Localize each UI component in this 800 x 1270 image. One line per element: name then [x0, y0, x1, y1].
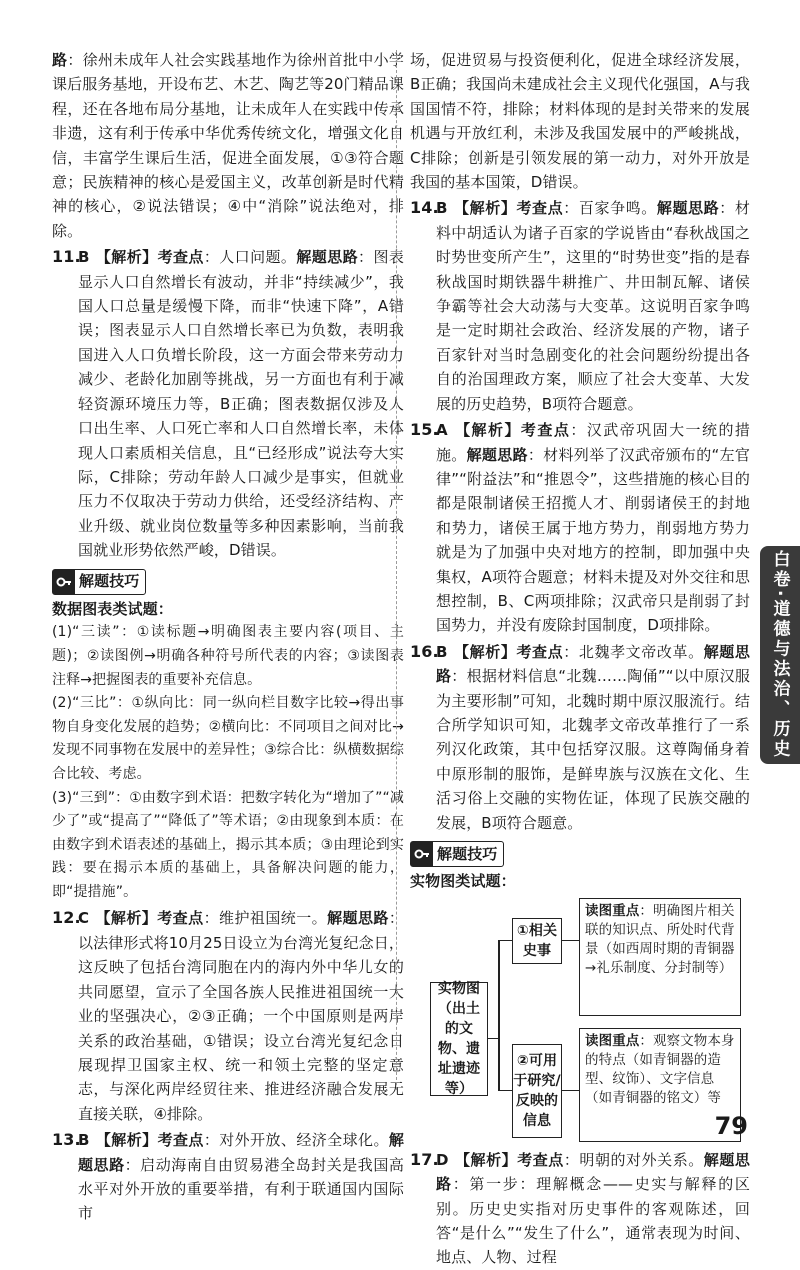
diagram-detail-1: 读图重点：明确图片相关联的知识点、所处时代背景（如西周时期的青铜器→礼乐制度、分封制等）: [579, 898, 741, 1016]
answer-letter: B: [78, 1131, 90, 1150]
tip-badge: 解题技巧: [52, 569, 146, 595]
question-14: 14. B 【解析】考查点：百家争鸣。解题思路：材料中胡适认为诸子百家的学说皆由“春秋战国之时势世变所产生”，这里的“时势世变”指的是春秋战国时期铁器牛耕推广、井田制瓦解、诸侯争霸等社会大动荡与大变革。这说明百家争鸣是一定时期社会政治、经济发展的产物，诸子百家针对当时急剧变化的社会问题纷纷提出各自的治国理政方案，顺应了社会大变革、大发展的历史趋势，B项符合题意。: [410, 198, 750, 413]
page-number: 79: [714, 1112, 748, 1140]
diagram-detail-2: 读图重点：观察文物本身的特点（如青铜器的造型、纹饰）、文字信息（如青铜器的铭文）等: [579, 1028, 741, 1142]
question-number: 16.: [410, 641, 439, 661]
continued-paragraph: 路：徐州未成年人社会实践基地作为徐州首批中小学课后服务基地，开设布艺、木艺、陶艺等20门精品课程，还在各地布局分基地，让未成年人在实践中传承非遗，这有利于传承中华优秀传统文化，增强文化自信，丰富学生课后生活，促进全面发展，①③符合题意；民族精神的核心是爱国主义，改革创新是时代精神的核心，②说法错误；④中“消除”说法绝对，排除。: [52, 51, 405, 240]
question-number: 13.: [52, 1130, 81, 1150]
tip-paragraph-1: (1)“三读”：①读标题→明确图表主要内容(项目、主题)；②读图例→明确各种符号所代表的内容；③读图表注释→把握图表的重要补充信息。: [52, 624, 404, 688]
tip-paragraph-3: (3)“三到”：①由数字到术语：把数字转化为“增加了”“减少了”或“提高了”“降低了”等术语；②由现象到本质：在由数字到术语表述的基础上，揭示其本质；③由理论到实践：要在揭示本质的基础上，具备解决问题的能力，即“提措施”。: [52, 789, 404, 900]
connector: [498, 1090, 512, 1092]
question-13: 13. B 【解析】考查点：对外开放、经济全球化。解题思路：启动海南自由贸易港全岛封关是我国高水平对外开放的重要举措，有利于联通国内国际市: [52, 1130, 404, 1223]
answer-letter: A: [436, 421, 448, 440]
question-number: 15.: [410, 420, 439, 440]
tip-title: 实物图类试题：: [410, 872, 516, 891]
answer-letter: B: [78, 248, 90, 267]
column-divider: [396, 50, 397, 1090]
question-number: 17.: [410, 1149, 439, 1169]
diagram-branch-2: ②可用于研究/反映的信息: [512, 1044, 562, 1138]
concept-diagram: [410, 898, 750, 1144]
tip-title: 数据图表类试题：: [52, 599, 173, 618]
connector: [561, 1090, 579, 1092]
question-17: 17. D 【解析】考查点：明朝的对外关系。解题思路：第一步：理解概念——史实与解释的区别。历史史实指对历史事件的客观陈述，回答“是什么”“发生了什么”，通常表现为时间、地点、人物、过程: [410, 1149, 750, 1267]
continued-paragraph: 场，促进贸易与投资便利化，促进全球经济发展，B正确；我国尚未建成社会主义现代化强国，A与我国国情不符，排除；材料体现的是封关带来的发展机遇与开放红利，未涉及我国发展中的严峻挑战，C排除；创新是引领发展的第一动力，对外开放是我国的基本国策，D错误。: [410, 51, 750, 192]
tip-badge: 解题技巧: [410, 841, 504, 867]
connector: [561, 940, 579, 942]
right-column: [410, 48, 750, 1270]
question-15: 15. A 【解析】考查点：汉武帝巩固大一统的措施。解题思路：材料列举了汉武帝颁布的“左官律”“附益法”和“推恩令”，这些措施的核心目的都是限制诸侯王招揽人才、削弱诸侯王的封地和势力，诸侯王属于地方势力，削弱地方势力就是为了加强中央对地方的控制，即加强中央集权，A项符合题意；材料未提及对外交往和思想控制，B、C两项排除；汉武帝只是削弱了封国势力，并没有废除封国制度，D项排除。: [410, 420, 751, 635]
connector: [488, 1038, 498, 1040]
diagram-branch-1: ①相关史事: [512, 918, 562, 964]
left-column: [52, 48, 404, 1226]
answer-letter: B: [436, 199, 448, 218]
connector: [498, 940, 512, 942]
side-tab: 白卷·道德与法治、历史: [760, 546, 800, 764]
question-number: 14.: [410, 198, 439, 218]
answer-letter: B: [436, 642, 448, 661]
question-number: 12.: [52, 908, 81, 928]
diagram-root-box: 实物图（出土的文物、遗址遗迹等）: [430, 982, 488, 1096]
connector: [498, 940, 500, 1090]
answer-letter: C: [78, 909, 90, 928]
answer-letter: D: [436, 1150, 449, 1169]
question-11: 11. B 【解析】考查点：人口问题。解题思路：图表显示人口自然增长有波动，并非“持续减少”，我国人口总量是缓慢下降，而非“快速下降”，A错误；图表显示人口自然增长率已为负数，表明我国进入人口负增长阶段，这一方面会带来劳动力减少、老龄化加剧等挑战，另一方面也有利于减轻资源环境压力等，B正确；图表数据仅涉及人口出生率、人口死亡率和人口自然增长率，未体现人口素质相关信息，且“已经形成”说法夸大实际，C排除；劳动年龄人口减少是事实，但就业压力不仅取决于劳动力供给，还受经济结构、产业升级、就业岗位数量等多种因素影响，当前我国就业形势依然严峻，D错误。: [52, 247, 404, 560]
question-number: 11.: [52, 247, 81, 267]
key-icon: [53, 570, 75, 594]
question-16: 16. B 【解析】考查点：北魏孝文帝改革。解题思路：根据材料信息“北魏……陶俑”“以中原汉服为主要形制”可知，北魏时期中原汉服流行。结合所学知识可知，北魏孝文帝改革推行了一系列汉化政策，其中包括穿汉服。这尊陶俑身着中原形制的服饰，是鲜卑族与汉族在文化、生活习俗上交融的实物佐证，体现了民族交融的发展，B项符合题意。: [410, 641, 750, 832]
tip-paragraph-2: (2)“三比”：①纵向比：同一纵向栏目数字比较→得出事物自身变化发展的趋势；②横向比：不同项目之间对比→发现不同事物在发展中的差异性；③综合比：纵横数据综合比较、考虑。: [52, 695, 404, 782]
question-12: 12. C 【解析】考查点：维护祖国统一。解题思路：以法律形式将10月25日设立为台湾光复纪念日，这反映了包括台湾同胞在内的海内外中华儿女的共同愿望，宣示了全国各族人民推进祖国统一大业的坚强决心，②③正确；一个中国原则是两岸关系的政治基础，①错误；设立台湾光复纪念日展现捍卫国家主权、统一和领土完整的坚定意志，与深化两岸经贸往来、推进经济融合发展无直接关联，④排除。: [52, 908, 404, 1123]
key-icon: [411, 842, 433, 866]
